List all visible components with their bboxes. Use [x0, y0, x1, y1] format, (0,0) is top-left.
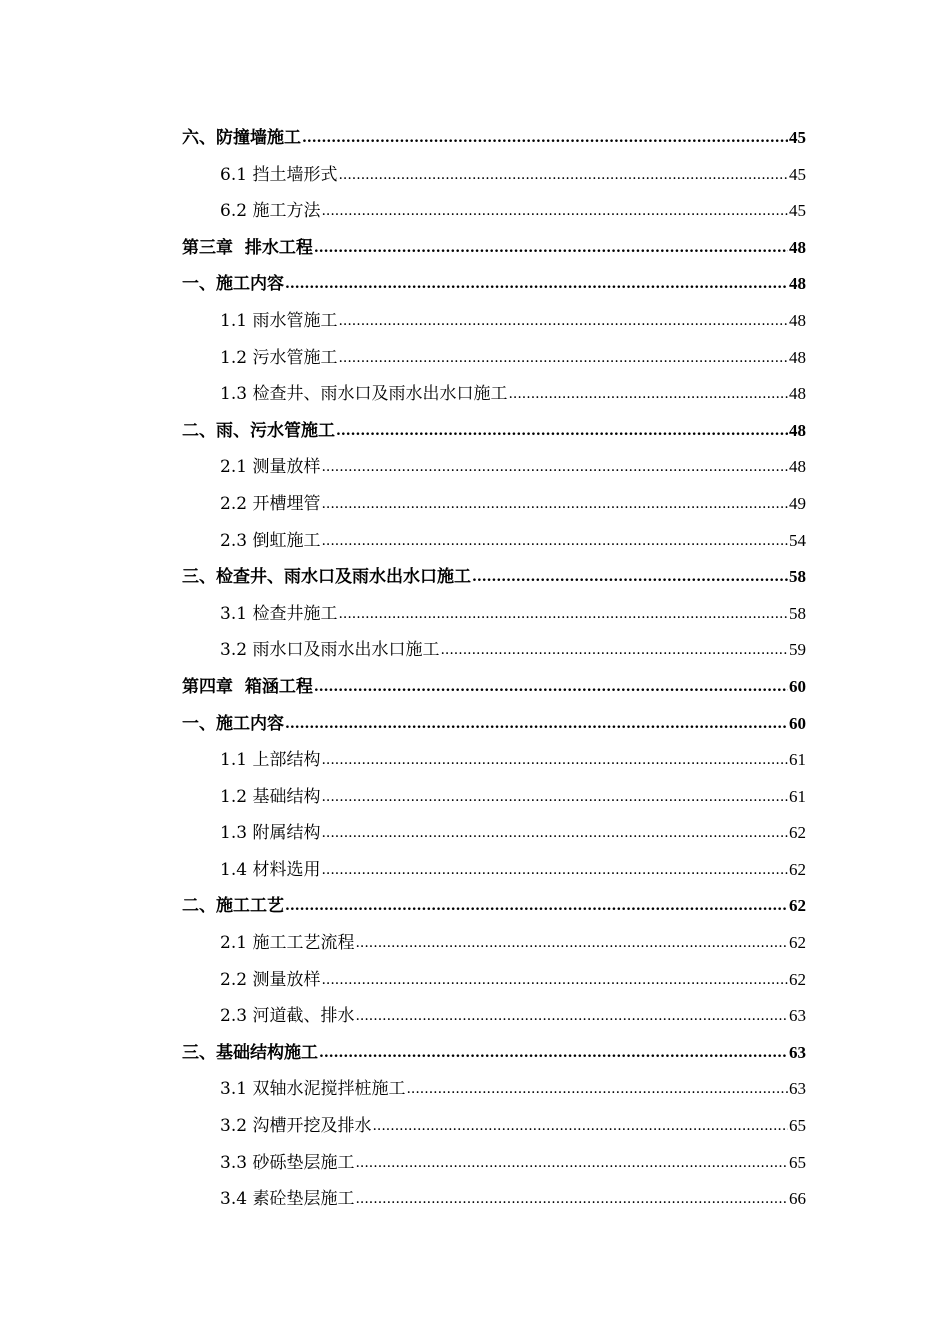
toc-leader-dots [321, 448, 788, 486]
toc-entry[interactable] [182, 486, 806, 523]
toc-entry-page: 63 [789, 1079, 806, 1099]
toc-entry[interactable] [182, 413, 806, 450]
toc-entry-page: 45 [789, 164, 806, 184]
toc-leader-dots [338, 339, 788, 377]
toc-entry-page: 61 [789, 786, 806, 806]
toc-entry[interactable] [182, 706, 806, 743]
toc-entry-page: 62 [789, 823, 806, 843]
toc-entry[interactable] [182, 1145, 806, 1182]
toc-entry-title: 3.1 双轴水泥搅拌桩施工 [220, 1079, 406, 1100]
toc-entry[interactable] [182, 632, 806, 669]
toc-leader-dots [321, 192, 788, 230]
toc-entry-title: 1.1 雨水管施工 [220, 310, 338, 331]
toc-leader-dots [372, 1107, 788, 1145]
toc-entry[interactable] [182, 1108, 806, 1145]
toc-leader-dots [508, 375, 788, 413]
toc-entry[interactable] [182, 559, 806, 596]
toc-leader-dots [321, 522, 788, 560]
toc-entry-title: 1.2 基础结构 [220, 786, 321, 807]
toc-leader-dots [355, 1180, 788, 1218]
toc-entry-title: 2.3 倒虹施工 [220, 530, 321, 551]
toc-entry[interactable] [182, 303, 806, 340]
toc-leader-dots [321, 814, 788, 852]
toc-entry-page: 61 [789, 750, 806, 770]
toc-entry-page: 62 [789, 969, 806, 989]
toc-entry[interactable] [182, 779, 806, 816]
toc-leader-dots [338, 595, 788, 633]
toc-entry-title: 六、防撞墙施工 [182, 128, 301, 148]
toc-leader-dots [314, 668, 788, 706]
toc-entry[interactable] [182, 815, 806, 852]
toc-entry[interactable] [182, 1181, 806, 1218]
toc-entry-page: 65 [789, 1152, 806, 1172]
toc-entry[interactable] [182, 340, 806, 377]
toc-leader-dots [321, 851, 788, 889]
toc-entry-page: 63 [789, 1042, 806, 1062]
toc-leader-dots [338, 302, 788, 340]
toc-entry-page: 48 [789, 457, 806, 477]
toc-entry-page: 48 [789, 384, 806, 404]
toc-entry-title: 2.3 河道截、排水 [220, 1006, 355, 1027]
toc-entry-title: 第四章 箱涵工程 [182, 676, 313, 697]
toc-entry-title: 1.1 上部结构 [220, 750, 321, 771]
toc-entry-title: 6.2 施工方法 [220, 201, 321, 222]
toc-entry-page: 45 [789, 201, 806, 221]
toc-entry-page: 60 [789, 676, 806, 696]
toc-entry-page: 59 [789, 640, 806, 660]
toc-entry-title: 一、施工内容 [182, 713, 284, 734]
toc-entry[interactable] [182, 230, 806, 267]
toc-leader-dots [321, 778, 788, 816]
toc-entry[interactable] [182, 998, 806, 1035]
toc-entry[interactable] [182, 523, 806, 560]
toc-leader-dots [285, 705, 788, 743]
toc-entry[interactable] [182, 962, 806, 999]
toc-entry[interactable] [182, 157, 806, 194]
toc-entry-title: 2.2 测量放样 [220, 969, 321, 990]
toc-entry-title: 1.3 检查井、雨水口及雨水出水口施工 [220, 384, 508, 405]
toc-entry-page: 48 [789, 420, 806, 440]
toc-entry-title: 3.4 素砼垫层施工 [220, 1189, 355, 1210]
toc-leader-dots [338, 156, 788, 194]
toc-entry-title: 3.3 砂砾垫层施工 [220, 1152, 355, 1173]
toc-entry-page: 62 [789, 933, 806, 953]
toc-leader-dots [285, 265, 788, 303]
table-of-contents [182, 120, 806, 1218]
toc-entry-page: 58 [789, 603, 806, 623]
toc-entry-title: 三、基础结构施工 [182, 1042, 318, 1063]
toc-entry-page: 48 [789, 310, 806, 330]
toc-entry[interactable] [182, 925, 806, 962]
toc-entry-page: 45 [789, 128, 806, 147]
toc-entry[interactable] [182, 193, 806, 230]
toc-leader-dots [355, 924, 788, 962]
toc-entry-title: 3.2 雨水口及雨水出水口施工 [220, 640, 440, 661]
toc-entry[interactable] [182, 266, 806, 303]
toc-leader-dots [336, 412, 788, 450]
toc-entry-title: 二、施工工艺 [182, 896, 284, 917]
toc-entry[interactable] [182, 1071, 806, 1108]
toc-entry[interactable] [182, 1035, 806, 1072]
toc-entry[interactable] [182, 852, 806, 889]
toc-entry-page: 48 [789, 237, 806, 257]
toc-leader-dots [440, 631, 788, 669]
toc-entry-page: 63 [789, 1006, 806, 1026]
toc-leader-dots [319, 1034, 788, 1072]
toc-leader-dots [406, 1070, 788, 1108]
toc-leader-dots [314, 229, 788, 267]
toc-entry-title: 一、施工内容 [182, 274, 284, 295]
toc-entry-page: 58 [789, 567, 806, 587]
toc-entry-title: 2.1 测量放样 [220, 457, 321, 478]
toc-entry-title: 1.4 材料选用 [220, 859, 321, 880]
toc-entry-page: 62 [789, 896, 806, 916]
toc-entry[interactable] [182, 120, 806, 157]
toc-leader-dots [285, 887, 788, 925]
toc-leader-dots [321, 485, 788, 523]
toc-entry-page: 54 [789, 530, 806, 550]
toc-entry-title: 3.1 检查井施工 [220, 603, 338, 624]
toc-leader-dots [355, 1144, 788, 1182]
toc-entry-title: 二、雨、污水管施工 [182, 420, 335, 441]
toc-entry-title: 1.3 附属结构 [220, 823, 321, 844]
toc-leader-dots [472, 558, 788, 596]
toc-entry[interactable] [182, 888, 806, 925]
toc-entry-page: 48 [789, 274, 806, 294]
toc-entry-page: 62 [789, 859, 806, 879]
toc-entry-title: 2.1 施工工艺流程 [220, 933, 355, 954]
toc-leader-dots [355, 997, 788, 1035]
toc-entry-title: 第三章 排水工程 [182, 237, 313, 258]
toc-leader-dots [302, 119, 788, 157]
toc-leader-dots [321, 741, 788, 779]
toc-entry[interactable] [182, 742, 806, 779]
toc-entry[interactable] [182, 376, 806, 413]
toc-entry[interactable] [182, 449, 806, 486]
toc-entry[interactable] [182, 596, 806, 633]
toc-entry-page: 66 [789, 1189, 806, 1209]
toc-entry-page: 49 [789, 493, 806, 513]
toc-leader-dots [321, 961, 788, 999]
toc-entry-title: 2.2 开槽埋管 [220, 493, 321, 514]
toc-entry-title: 1.2 污水管施工 [220, 347, 338, 368]
toc-entry-title: 3.2 沟槽开挖及排水 [220, 1116, 372, 1137]
toc-entry-page: 60 [789, 713, 806, 733]
toc-entry-title: 6.1 挡土墙形式 [220, 164, 338, 185]
toc-entry-page: 65 [789, 1116, 806, 1136]
toc-entry-title: 三、检查井、雨水口及雨水出水口施工 [182, 567, 471, 588]
toc-entry[interactable] [182, 669, 806, 706]
toc-entry-page: 48 [789, 347, 806, 367]
